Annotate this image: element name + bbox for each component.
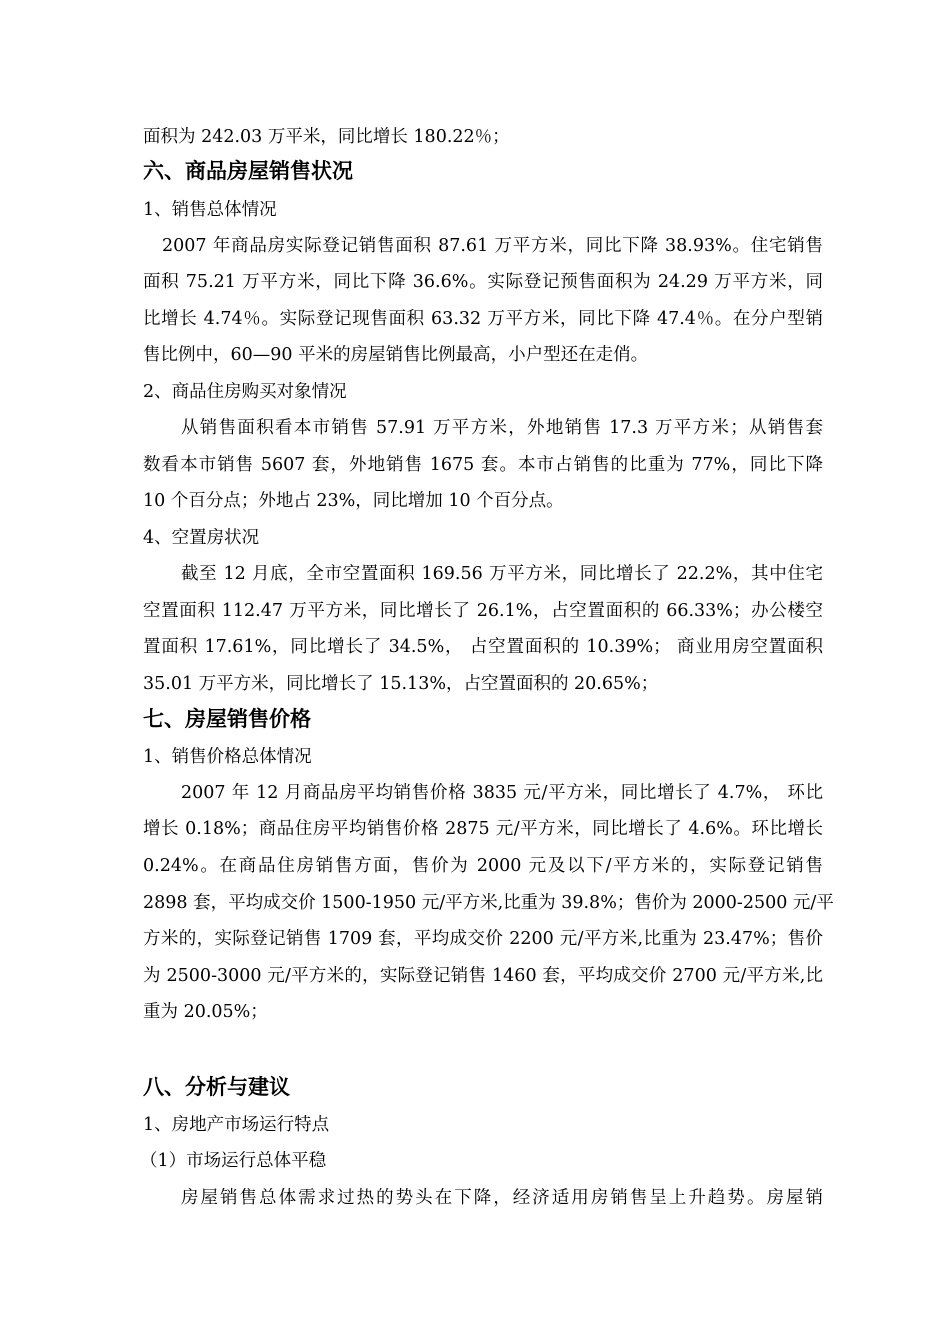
text-line: 面积为 242.03 万平米，同比增长 180.22％； — [143, 127, 510, 147]
text-line: 置面积 17.61%，同比增长了 34.5%， 占空置面积的 10.39%； 商业用房空置面积 — [143, 637, 823, 657]
text-line: 房屋销售总体需求过热的势头在下降，经济适用房销售呈上升趋势。房屋销 — [181, 1188, 823, 1208]
text-line: 35.01 万平方米，同比增长了 15.13%，占空置面积的 20.65%； — [143, 674, 659, 694]
subheading: 1、房地产市场运行特点 — [143, 1115, 330, 1135]
text-line: 从销售面积看本市销售 57.91 万平方米，外地销售 17.3 万平方米；从销售套 — [181, 418, 823, 438]
text-line: 面积 75.21 万平方米，同比下降 36.6%。实际登记预售面积为 24.29 万平方米，同 — [143, 272, 823, 292]
text-line: 2898 套，平均成交价 1500-1950 元/平方米,比重为 39.8%；售价为 2000-2500 元/平 — [143, 893, 834, 913]
subheading: （1）市场运行总体平稳 — [140, 1151, 327, 1171]
text-line: 方米的，实际登记销售 1709 套，平均成交价 2200 元/平方米,比重为 23.47%；售价 — [143, 929, 823, 949]
text-line: 2007 年 12 月商品房平均销售价格 3835 元/平方米，同比增长了 4.7%， 环比 — [181, 783, 823, 803]
text-line: 10 个百分点；外地占 23%，同比增加 10 个百分点。 — [143, 491, 564, 511]
text-line: 2007 年商品房实际登记销售面积 87.61 万平方米，同比下降 38.93%。住宅销售 — [162, 236, 823, 256]
text-line: 重为 20.05%； — [143, 1002, 268, 1022]
subheading: 1、销售总体情况 — [143, 200, 277, 220]
text-line: 数看本市销售 5607 套，外地销售 1675 套。本市占销售的比重为 77%，同比下降 — [143, 455, 823, 475]
text-line: 售比例中，60—90 平米的房屋销售比例最高，小户型还在走俏。 — [143, 345, 649, 365]
subheading: 4、空置房状况 — [143, 528, 260, 548]
text-line: 增长 0.18%；商品住房平均销售价格 2875 元/平方米，同比增长了 4.6%。环比增长 — [143, 819, 823, 839]
subheading: 2、商品住房购买对象情况 — [143, 382, 347, 402]
section-heading-8: 八、分析与建议 — [143, 1075, 290, 1099]
text-line: 空置面积 112.47 万平方米，同比增长了 26.1%，占空置面积的 66.33%；办公楼空 — [143, 601, 823, 621]
text-line: 0.24%。在商品住房销售方面，售价为 2000 元及以下/平方米的，实际登记销售 — [143, 856, 823, 876]
subheading: 1、销售价格总体情况 — [143, 747, 312, 767]
section-heading-6: 六、商品房屋销售状况 — [143, 159, 353, 183]
text-line: 为 2500-3000 元/平方米的，实际登记销售 1460 套，平均成交价 2700 元/平方米,比 — [143, 966, 823, 986]
text-line: 比增长 4.74％。实际登记现售面积 63.32 万平方米，同比下降 47.4％。在分户型销 — [143, 309, 823, 329]
text-line: 截至 12 月底，全市空置面积 169.56 万平方米，同比增长了 22.2%，其中住宅 — [181, 564, 823, 584]
section-heading-7: 七、房屋销售价格 — [143, 707, 311, 731]
